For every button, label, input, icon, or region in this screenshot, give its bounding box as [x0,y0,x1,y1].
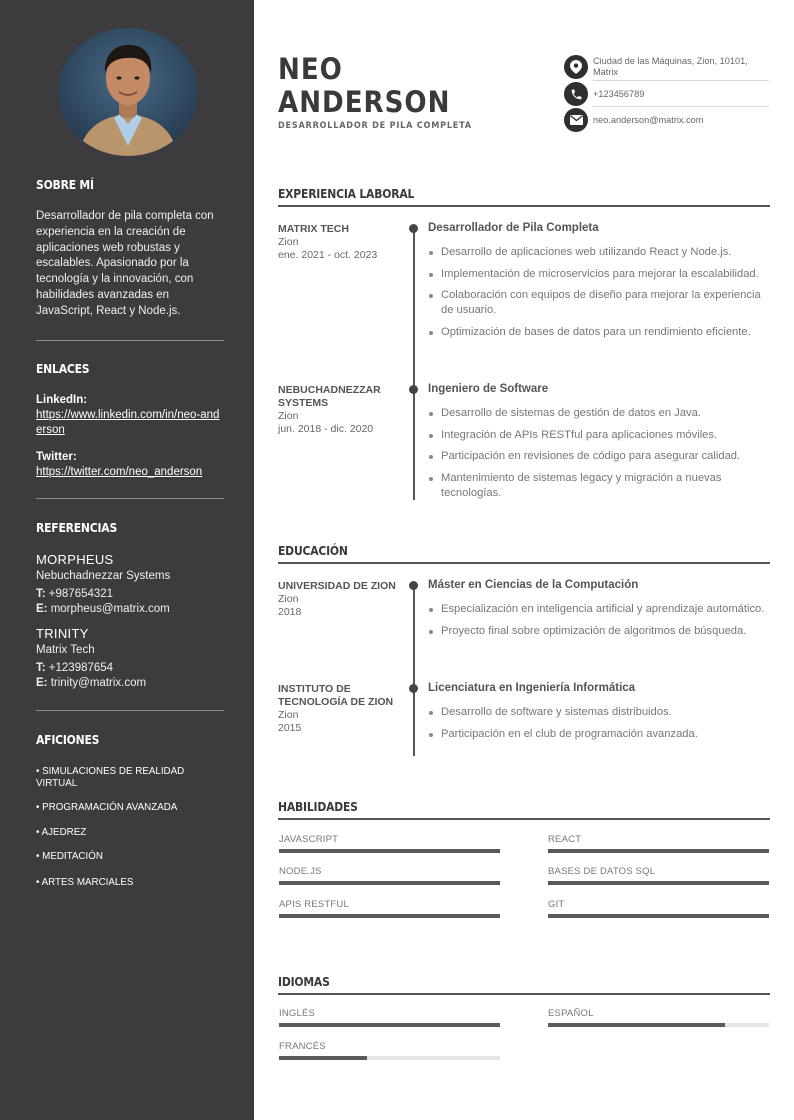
link-label: LinkedIn: [36,394,88,406]
degree-bullets [428,705,770,748]
company-location: Zion [278,410,299,422]
phone-label: T: [36,588,46,600]
language-name: INGLÉS [279,1008,316,1019]
education-org [278,580,396,619]
skill-item [548,866,769,885]
references-title: REFERENCIAS [36,521,118,535]
bullet-item: Integración de APIs RESTful para aplicaciones móviles. [428,428,770,443]
contact-address [564,55,769,79]
skill-bar-fill [279,849,500,853]
education-org [278,683,396,735]
bullet-item: Optimización de bases de datos para un rendimiento eficiente. [428,325,770,340]
bullet-item: Participación en revisiones de código para asegurar calidad. [428,449,770,464]
skill-bar [279,914,500,918]
job-dates: jun. 2018 - dic. 2020 [278,423,374,435]
sidebar [0,0,254,1120]
skill-bar [279,849,500,853]
skill-bar [548,914,769,918]
degree-bullets [428,602,770,645]
reference-phone [36,587,222,602]
phone-text: +123456789 [593,88,645,99]
job-bullets [428,245,770,346]
section-rule [278,818,770,820]
hobbies-title: AFICIONES [36,733,100,747]
reference-phone [36,661,222,676]
education-title: EDUCACIÓN [278,544,348,558]
skill-name: REACT [548,834,582,845]
phone-icon [564,82,588,106]
about-title: SOBRE MÍ [36,178,94,192]
job-role: Ingeniero de Software [428,383,549,395]
email-text[interactable]: neo.anderson@matrix.com [593,114,704,125]
reference-company: Nebuchadnezzar Systems [36,570,171,582]
degree-title: Máster en Ciencias de la Computación [428,579,639,591]
reference-company: Matrix Tech [36,644,95,656]
divider [36,710,224,711]
skill-bar [279,881,500,885]
school-year: 2015 [278,722,302,734]
skill-bar [548,881,769,885]
reference-email [36,602,222,617]
email-icon [564,108,588,132]
divider [36,340,224,341]
skill-name: GIT [548,899,565,910]
skill-item [279,899,500,918]
timeline-dot [409,581,418,590]
language-bar-fill [279,1056,367,1060]
reference-email [36,676,222,691]
school-location: Zion [278,593,299,605]
company-name: NEBUCHADNEZZAR SYSTEMS [278,384,381,409]
skill-item [279,834,500,853]
language-name: ESPAÑOL [548,1008,594,1019]
skill-bar-fill [279,914,500,918]
twitter-link[interactable]: https://twitter.com/neo_anderson [36,466,203,478]
degree-title: Licenciatura en Ingeniería Informática [428,682,636,694]
skill-name: JAVASCRIPT [279,834,339,845]
reference-name: TRINITY [36,626,89,641]
skill-bar-fill [279,881,500,885]
experience-org [278,223,396,262]
bullet-item: Mantenimiento de sistemas legacy y migración a nuevas tecnologías. [428,471,770,501]
section-rule [278,205,770,207]
divider [36,498,224,499]
divider [593,106,769,107]
bullet-item: Desarrollo de sistemas de gestión de datos en Java. [428,406,770,421]
email-value: trinity@matrix.com [50,677,147,689]
profile-photo [58,28,198,156]
section-rule [278,993,770,995]
language-item [279,1041,500,1060]
timeline-line [413,585,415,756]
address-text: Ciudad de las Máquinas, Zion, 10101, Matrix [593,56,748,77]
divider [593,80,769,81]
school-name: UNIVERSIDAD DE ZION [278,580,396,592]
linkedin-link[interactable]: https://www.linkedin.com/in/neo-anderson [36,409,220,436]
reference-name: MORPHEUS [36,552,114,567]
bullet-item: Proyecto final sobre optimización de algoritmos de búsqueda. [428,624,770,639]
timeline-line [413,228,415,500]
school-name: INSTITUTO DE TECNOLOGÍA DE ZION [278,683,394,708]
reference-item [36,626,222,691]
timeline-dot [409,385,418,394]
first-name: NEO [278,52,343,86]
contact-email [564,108,769,132]
location-pin-icon [564,55,588,79]
links-title: ENLACES [36,362,90,376]
bullet-item: Desarrollo de aplicaciones web utilizando React y Node.js. [428,245,770,260]
skill-item [548,899,769,918]
language-bar [548,1023,769,1027]
skill-bar-fill [548,849,769,853]
school-location: Zion [278,709,299,721]
link-linkedin [36,393,222,438]
phone-value: +987654321 [48,588,114,600]
hobby-item: • SIMULACIONES DE REALIDAD VIRTUAL [36,766,185,789]
job-bullets [428,406,770,507]
last-name: ANDERSON [278,85,451,119]
timeline-dot [409,684,418,693]
skill-bar-fill [548,881,769,885]
language-item [279,1008,500,1027]
company-location: Zion [278,236,299,248]
hobby-item: • ARTES MARCIALES [36,877,134,888]
job-dates: ene. 2021 - oct. 2023 [278,249,378,261]
email-value: morpheus@matrix.com [50,603,170,615]
job-title: DESARROLLADOR DE PILA COMPLETA [278,121,472,131]
hobby-item: • PROGRAMACIÓN AVANZADA [36,802,178,813]
contact-phone [564,82,769,106]
bullet-item: Especialización en inteligencia artificial y aprendizaje automático. [428,602,770,617]
email-label: E: [36,677,48,689]
phone-value: +123987654 [48,662,114,674]
skill-item [279,866,500,885]
phone-label: T: [36,662,46,674]
bullet-item: Colaboración con equipos de diseño para mejorar la experiencia de usuario. [428,288,770,318]
school-year: 2018 [278,606,302,618]
link-label: Twitter: [36,451,77,463]
link-twitter [36,450,222,480]
language-name: FRANCÉS [279,1041,326,1052]
language-bar-fill [279,1023,500,1027]
language-bar [279,1056,500,1060]
bullet-item: Participación en el club de programación avanzada. [428,727,770,742]
email-label: E: [36,603,48,615]
skill-bar [548,849,769,853]
language-bar-fill [548,1023,725,1027]
skill-bar-fill [548,914,769,918]
job-role: Desarrollador de Pila Completa [428,222,599,234]
about-text: Desarrollador de pila completa con experiencia en la creación de aplicaciones web robustas y escalables. Apasionado por la tecnología y la innovación, con habilidades avanzadas en JavaScript, React y Node.js. [36,210,214,317]
language-bar [279,1023,500,1027]
skill-name: BASES DE DATOS SQL [548,866,656,877]
reference-item [36,552,222,617]
experience-title: EXPERIENCIA LABORAL [278,187,415,201]
skills-title: HABILIDADES [278,800,358,814]
skill-name: APIS RESTFUL [279,899,349,910]
hobby-item: • MEDITACIÓN [36,851,103,862]
section-rule [278,562,770,564]
experience-org [278,384,396,436]
languages-title: IDIOMAS [278,975,330,989]
skill-item [548,834,769,853]
company-name: MATRIX TECH [278,223,349,235]
bullet-item: Implementación de microservicios para mejorar la escalabilidad. [428,267,770,282]
skill-name: NODE.JS [279,866,322,877]
language-item [548,1008,769,1027]
hobby-item: • AJEDREZ [36,827,87,838]
bullet-item: Desarrollo de software y sistemas distribuidos. [428,705,770,720]
timeline-dot [409,224,418,233]
